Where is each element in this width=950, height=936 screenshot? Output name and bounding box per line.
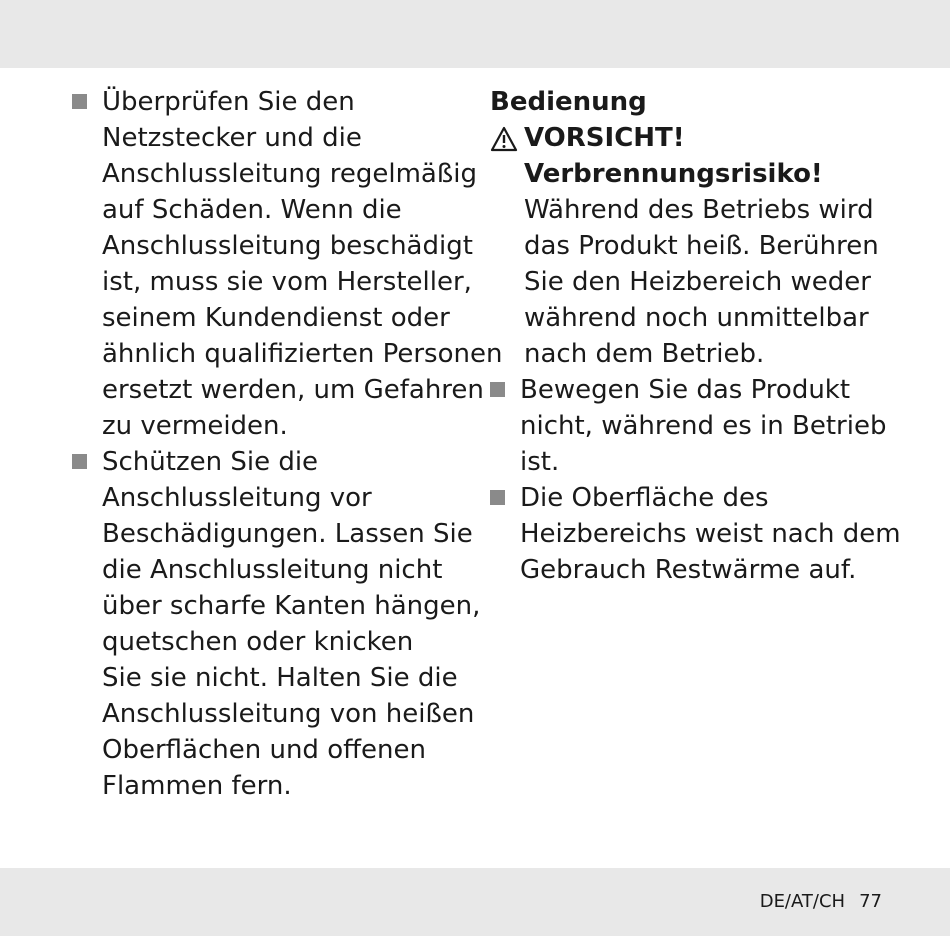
text-line: Netzstecker und die <box>102 123 362 153</box>
text-line: Während des Betriebs wird <box>524 195 874 225</box>
text-line: nach dem Betrieb. <box>524 339 765 369</box>
text-line: Oberflächen und offenen <box>102 735 426 765</box>
text-line: Sie den Heizbereich weder <box>524 267 871 297</box>
text-line: Gebrauch Restwärme auf. <box>520 555 857 585</box>
text-line: während noch unmittelbar <box>524 303 869 333</box>
text-line: ist. <box>520 447 560 477</box>
text-line: das Produkt heiß. Berühren <box>524 231 879 261</box>
page-number: 77 <box>859 891 882 912</box>
list-item <box>490 480 901 588</box>
warning-block <box>490 120 890 156</box>
text-line: Anschlussleitung von heißen <box>102 699 475 729</box>
text-line: ist, muss sie vom Hersteller, <box>102 267 472 297</box>
text-line: Heizbereichs weist nach dem <box>520 519 901 549</box>
page-footer <box>760 888 882 916</box>
left-column <box>72 84 503 804</box>
text-line: Anschlussleitung vor <box>102 483 372 513</box>
list-item <box>72 84 503 444</box>
warning-body <box>490 156 890 372</box>
top-band <box>0 0 950 68</box>
text-line: zu vermeiden. <box>102 411 288 441</box>
text-line: seinem Kundendienst oder <box>102 303 450 333</box>
warning-label: VORSICHT! <box>524 123 685 153</box>
text-line: Sie sie nicht. Halten Sie die <box>102 663 458 693</box>
warning-triangle-icon <box>490 126 518 152</box>
list-item <box>72 444 481 804</box>
text-line: quetschen oder knicken <box>102 627 414 657</box>
text-line: Flammen fern. <box>102 771 292 801</box>
text-line: Anschlussleitung regelmäßig <box>102 159 477 189</box>
region-label: DE/AT/CH <box>759 891 846 912</box>
text-line: Beschädigungen. Lassen Sie <box>102 519 473 549</box>
text-line: Schützen Sie die <box>102 447 319 477</box>
text-line: die Anschlussleitung nicht <box>102 555 443 585</box>
text-line: ersetzt werden, um Gefahren <box>102 375 484 405</box>
text-line: Bewegen Sie das Produkt <box>520 375 851 405</box>
square-bullet-icon <box>490 382 505 397</box>
text-line: ähnlich qualifizierten Personen <box>102 339 503 369</box>
warning-risk: Verbrennungsrisiko! <box>524 159 823 189</box>
text-line: über scharfe Kanten hängen, <box>102 591 481 621</box>
text-line: Überprüfen Sie den <box>102 87 355 117</box>
square-bullet-icon <box>72 454 87 469</box>
list-item <box>490 372 890 480</box>
text-line: Anschlussleitung beschädigt <box>102 231 473 261</box>
text-line: auf Schäden. Wenn die <box>102 195 402 225</box>
square-bullet-icon <box>490 490 505 505</box>
text-line: Die Oberfläche des <box>520 483 769 513</box>
text-line: nicht, während es in Betrieb <box>520 411 887 441</box>
square-bullet-icon <box>72 94 87 109</box>
right-column <box>490 84 901 588</box>
section-title: Bedienung <box>490 87 647 117</box>
